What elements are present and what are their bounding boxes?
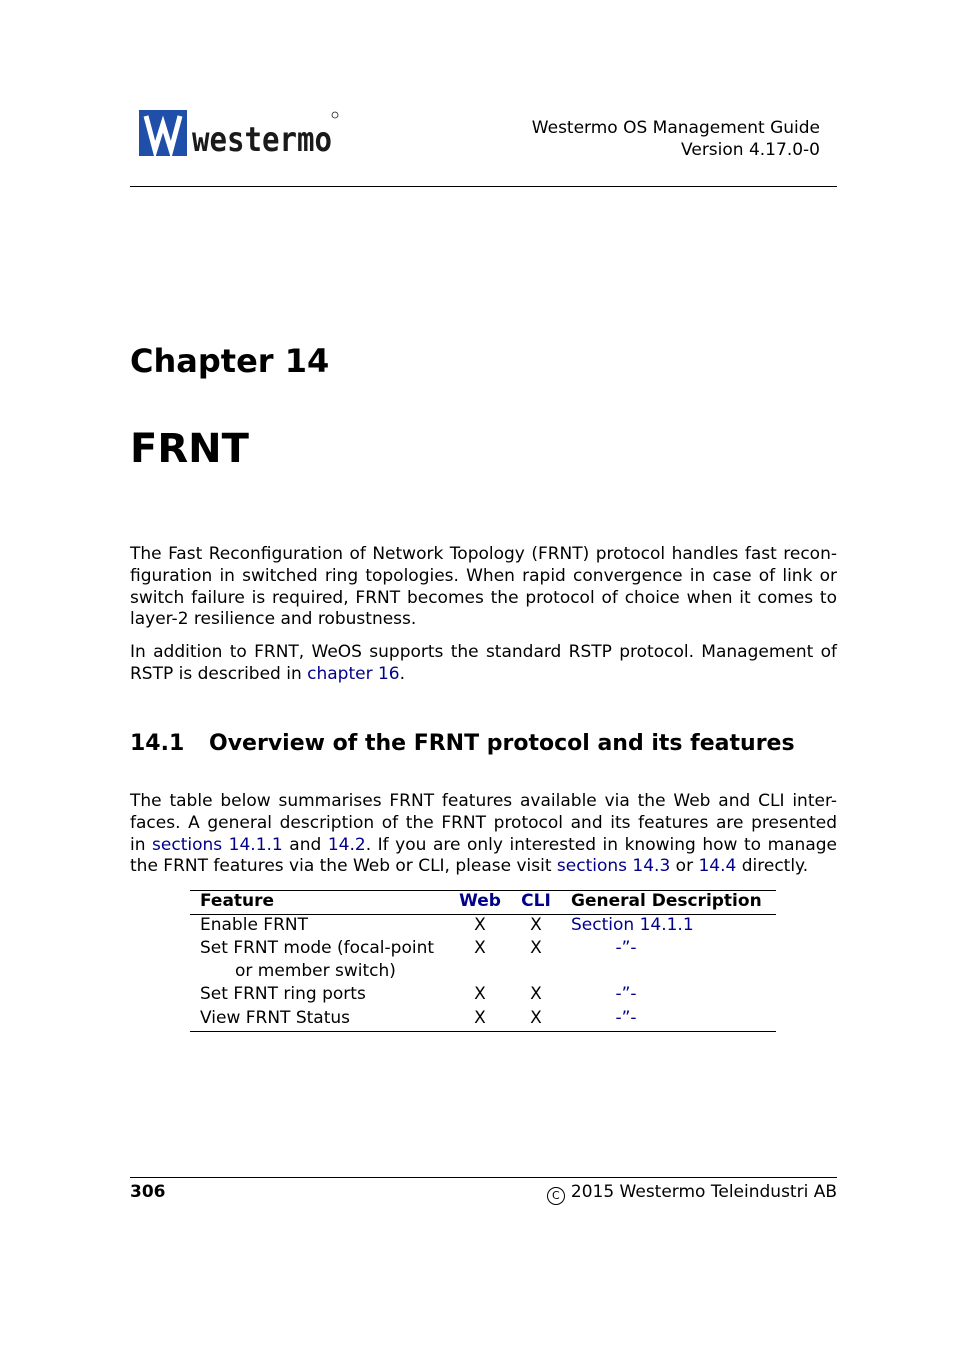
- intro-paragraph-2: [130, 642, 837, 686]
- text-line: faces. A general description of the FRNT protocol and its features are presented: [130, 812, 837, 833]
- text-fragment: directly.: [736, 856, 809, 877]
- text-line: switch failure is required, FRNT becomes the protocol of choice when it comes to: [130, 587, 837, 608]
- text-fragment: RSTP is described in: [130, 663, 308, 684]
- table-cell-feature: Set FRNT ring ports: [200, 984, 366, 1004]
- section-title: Overview of the FRNT protocol and its features: [209, 731, 795, 756]
- section-number: 14.1: [130, 731, 185, 756]
- table-cell-feature: Enable FRNT: [200, 915, 309, 935]
- text-line: figuration in switched ring topologies. When rapid convergence in case of link or: [130, 565, 837, 586]
- text-fragment: and: [282, 834, 328, 855]
- table-cell-feature: Set FRNT mode (focal-point: [200, 938, 435, 958]
- copyright-text: 2015 Westermo Teleindustri AB: [570, 1182, 837, 1202]
- document-title-block: [532, 117, 820, 161]
- header-feature: Feature: [200, 891, 275, 911]
- table-cell-feature: View FRNT Status: [200, 1008, 351, 1028]
- header-description: General Description: [571, 891, 762, 911]
- guide-title: Westermo OS Management Guide: [531, 118, 820, 138]
- text-line: The table below summarises FRNT features available via the Web and CLI inter-: [130, 791, 837, 811]
- text-fragment: . If you are only interested in knowing how to manage: [365, 834, 837, 855]
- section-heading: [130, 731, 795, 756]
- section-paragraph: [130, 791, 837, 878]
- intro-paragraph-1: [130, 544, 837, 631]
- chapter-16-link[interactable]: chapter 16: [307, 663, 400, 684]
- sections-14-1-1-link[interactable]: sections 14.1.1: [152, 834, 283, 855]
- copyright-notice: [547, 1182, 837, 1205]
- section-14-4-link[interactable]: 14.4: [698, 856, 737, 877]
- text-fragment: in: [130, 834, 153, 855]
- text-fragment: the FRNT features via the Web or CLI, please visit: [130, 856, 557, 877]
- chapter-label: Chapter 14: [130, 342, 330, 380]
- text-fragment: or: [670, 856, 699, 877]
- text-fragment: .: [399, 663, 406, 684]
- header-divider: [130, 186, 837, 187]
- text-line: [130, 856, 837, 878]
- text-line: [130, 835, 837, 857]
- sections-14-3-link[interactable]: sections 14.3: [556, 856, 671, 877]
- table-cell-web: X: [474, 1008, 486, 1028]
- table-cell-feature-continued: or member switch): [235, 961, 396, 981]
- ditto-link[interactable]: -”-: [615, 938, 637, 958]
- table-cell-web: X: [474, 984, 486, 1004]
- logo-wordmark: westermo: [192, 120, 332, 160]
- table-bottom-rule: [190, 1031, 776, 1032]
- text-line: [130, 664, 837, 686]
- ditto-link[interactable]: -”-: [615, 984, 637, 1004]
- westermo-logo: [139, 110, 339, 158]
- chapter-title: FRNT: [130, 426, 249, 472]
- page-number: 306: [130, 1182, 166, 1202]
- table-cell-web: X: [474, 915, 486, 935]
- footer-divider: [130, 1177, 837, 1178]
- guide-version: Version 4.17.0-0: [681, 140, 820, 160]
- table-cell-cli: X: [530, 1008, 542, 1028]
- table-cell-web: X: [474, 938, 486, 958]
- section-14-1-1-link[interactable]: Section 14.1.1: [571, 915, 694, 935]
- text-line: In addition to FRNT, WeOS supports the standard RSTP protocol. Management of: [130, 642, 837, 662]
- table-cell-cli: X: [530, 915, 542, 935]
- header-web-link[interactable]: Web: [459, 891, 501, 911]
- table-cell-cli: X: [530, 984, 542, 1004]
- section-14-2-link[interactable]: 14.2: [327, 834, 366, 855]
- text-line: layer-2 resilience and robustness.: [130, 609, 417, 630]
- copyright-icon: C: [547, 1187, 565, 1205]
- table-cell-cli: X: [530, 938, 542, 958]
- text-line: The Fast Reconfiguration of Network Topology (FRNT) protocol handles fast recon-: [130, 544, 837, 564]
- ditto-link[interactable]: -”-: [615, 1008, 637, 1028]
- header-cli-link[interactable]: CLI: [521, 891, 551, 911]
